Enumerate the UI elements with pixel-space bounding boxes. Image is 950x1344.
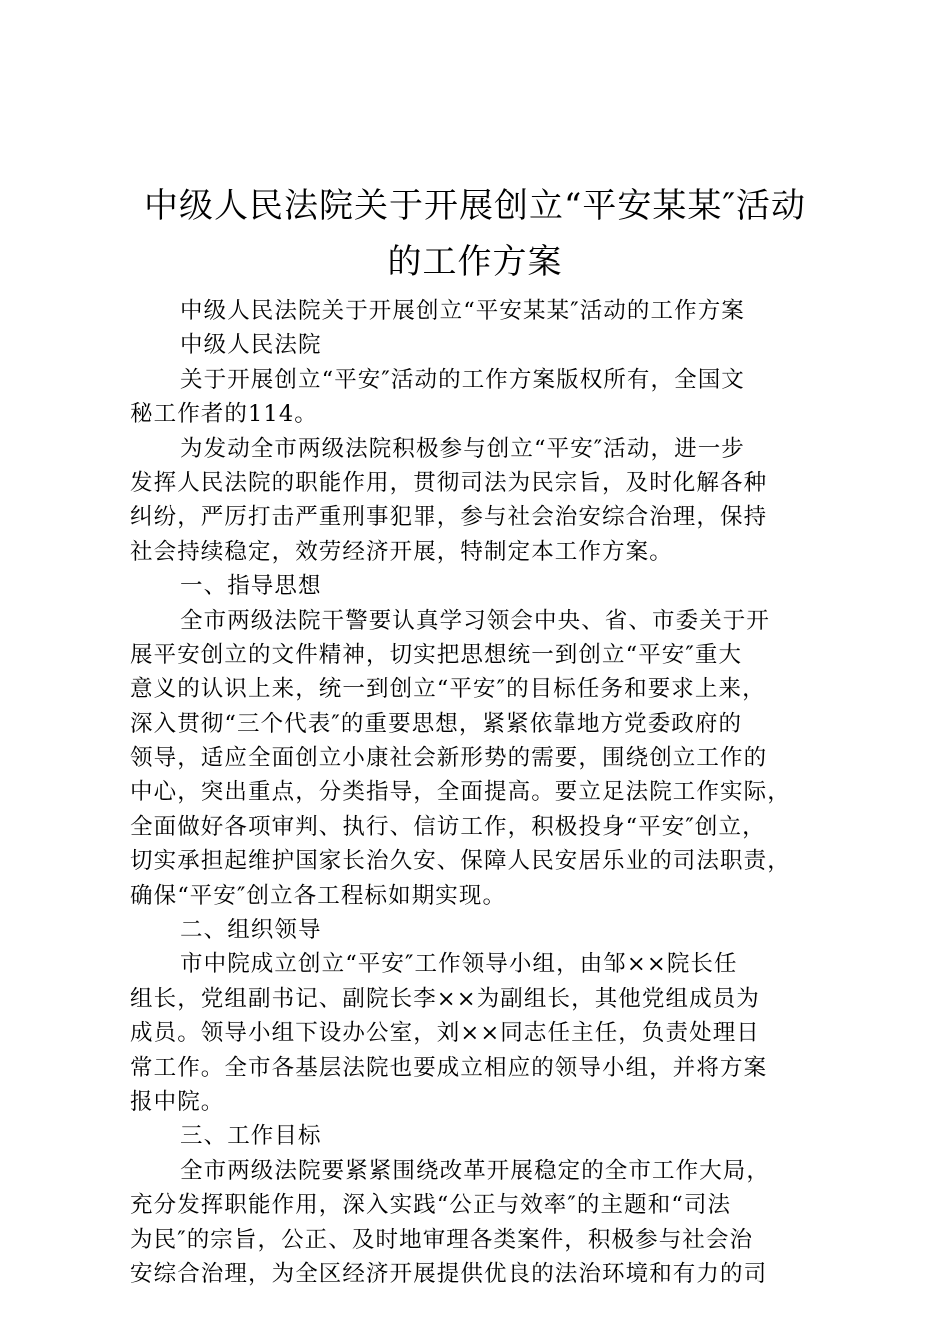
body-line: 为民″的宗旨，公正、及时地审理各类案件，积极参与社会治 — [130, 1226, 754, 1253]
body-line: 一、指导思想 — [180, 573, 322, 600]
body-line: 为发动全市两级法院积极参与创立“平安″活动，进一步 — [180, 435, 745, 462]
body-line: 中级人民法院 — [180, 332, 322, 359]
document-title — [120, 178, 830, 290]
body-line: 全市两级法院要紧紧围绕改革开展稳定的全市工作大局， — [180, 1157, 771, 1184]
body-line: 全市两级法院干警要认真学习领会中央、省、市委关于开 — [180, 607, 771, 634]
body-line: 市中院成立创立“平安″工作领导小组，由邹××院长任 — [180, 951, 738, 978]
body-line: 三、工作目标 — [180, 1123, 322, 1150]
document-body — [130, 294, 820, 1291]
title-line-1: 中级人民法院关于开展创立“平安某某″活动 — [143, 186, 807, 226]
body-line: 秘工作者的114。 — [130, 401, 318, 428]
body-line: 充分发挥职能作用，深入实践“公正与效率″的主题和“司法 — [130, 1192, 732, 1219]
body-line: 组长，党组副书记、副院长李××为副组长，其他党组成员为 — [130, 985, 760, 1012]
body-line: 成员。领导小组下设办公室，刘××同志任主任，负责处理日 — [130, 1020, 760, 1047]
body-line: 中心，突出重点，分类指导，全面提高。要立足法院工作实际， — [130, 779, 791, 806]
body-line: 中级人民法院关于开展创立“平安某某″活动的工作方案 — [180, 298, 745, 324]
body-line: 领导，适应全面创立小康社会新形势的需要，围绕创立工作的 — [130, 745, 768, 772]
body-line: 安综合治理，为全区经济开展提供优良的法治环境和有力的司 — [130, 1260, 768, 1287]
body-line: 展平安创立的文件精神，切实把思想统一到创立“平安″重大 — [130, 641, 743, 668]
body-line: 切实承担起维护国家长治久安、保障人民安居乐业的司法职责， — [130, 848, 791, 875]
body-line: 社会持续稳定，效劳经济开展，特制定本工作方案。 — [130, 538, 673, 565]
body-line: 关于开展创立“平安″活动的工作方案版权所有，全国文 — [180, 366, 745, 393]
body-line: 意义的认识上来，统一到创立“平安″的目标任务和要求上来， — [130, 676, 766, 703]
title-line-2: 的工作方案 — [387, 242, 563, 282]
body-line: 发挥人民法院的职能作用，贯彻司法为民宗旨，及时化解各种 — [130, 469, 768, 496]
body-line: 二、组织领导 — [180, 917, 322, 944]
body-line: 报中院。 — [130, 1088, 225, 1115]
body-line: 纠纷，严厉打击严重刑事犯罪，参与社会治安综合治理，保持 — [130, 504, 768, 531]
body-line: 深入贯彻“三个代表″的重要思想，紧紧依靠地方党委政府的 — [130, 710, 743, 737]
body-line: 全面做好各项审判、执行、信访工作，积极投身“平安″创立， — [130, 813, 766, 840]
body-line: 常工作。全市各基层法院也要成立相应的领导小组，并将方案 — [130, 1054, 768, 1081]
body-line: 确保“平安″创立各工程标如期实现。 — [130, 882, 507, 909]
